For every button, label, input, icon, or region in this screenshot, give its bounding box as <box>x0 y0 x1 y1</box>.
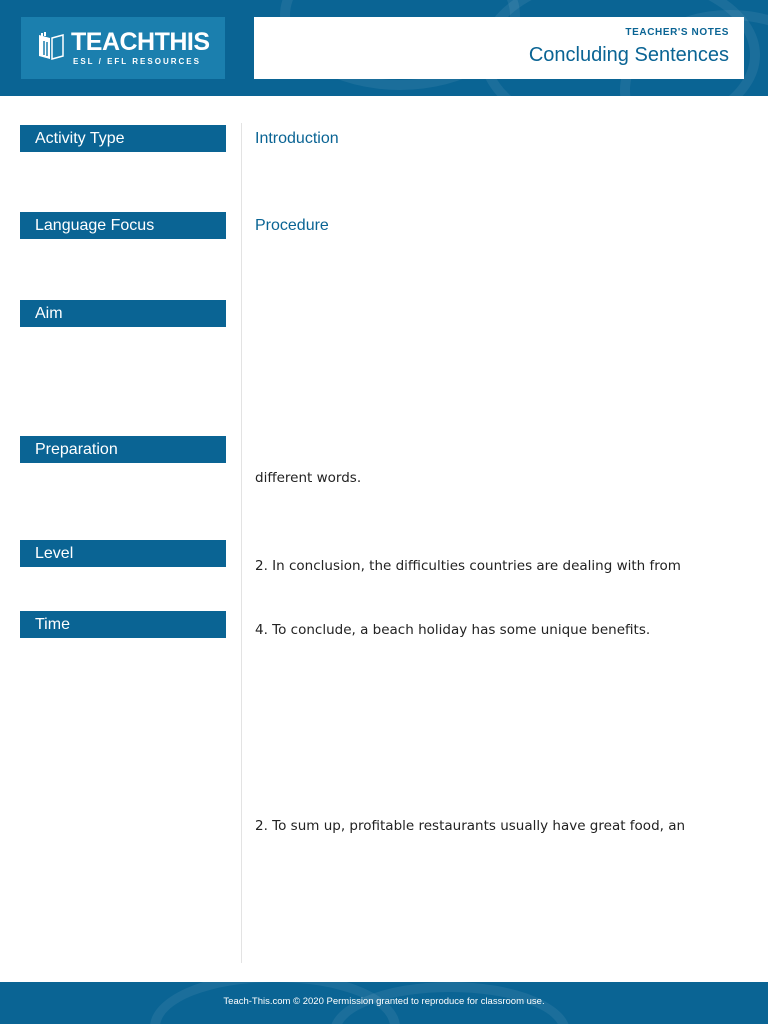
label-activity-type: Activity Type <box>20 125 226 152</box>
heading-introduction: Introduction <box>255 130 339 147</box>
brand-name: TEACHTHIS <box>71 28 210 56</box>
body-line: 4. To conclude, a beach holiday has some unique benefits. <box>255 622 651 638</box>
brand-logo[interactable] <box>21 17 225 79</box>
column-divider <box>241 123 242 963</box>
body-line: different words. <box>255 470 362 486</box>
label-level: Level <box>20 540 226 567</box>
book-icon <box>35 29 67 61</box>
label-time: Time <box>20 611 226 638</box>
body-line: 2. To sum up, profitable restaurants usually have great food, an <box>255 818 686 834</box>
heading-procedure: Procedure <box>255 217 329 234</box>
page-footer <box>0 982 768 1024</box>
label-aim: Aim <box>20 300 226 327</box>
footer-copyright: Teach-This.com © 2020 Permission granted to reproduce for classroom use. <box>223 996 545 1007</box>
brand-tagline: ESL / EFL RESOURCES <box>73 57 201 66</box>
label-preparation: Preparation <box>20 436 226 463</box>
page-title: Concluding Sentences <box>528 44 729 66</box>
page-header <box>0 0 768 96</box>
label-language-focus: Language Focus <box>20 212 226 239</box>
title-card <box>254 17 744 79</box>
notes-kicker: TEACHER'S NOTES <box>625 27 729 38</box>
body-line: 2. In conclusion, the difficulties countries are dealing with from <box>255 558 681 574</box>
